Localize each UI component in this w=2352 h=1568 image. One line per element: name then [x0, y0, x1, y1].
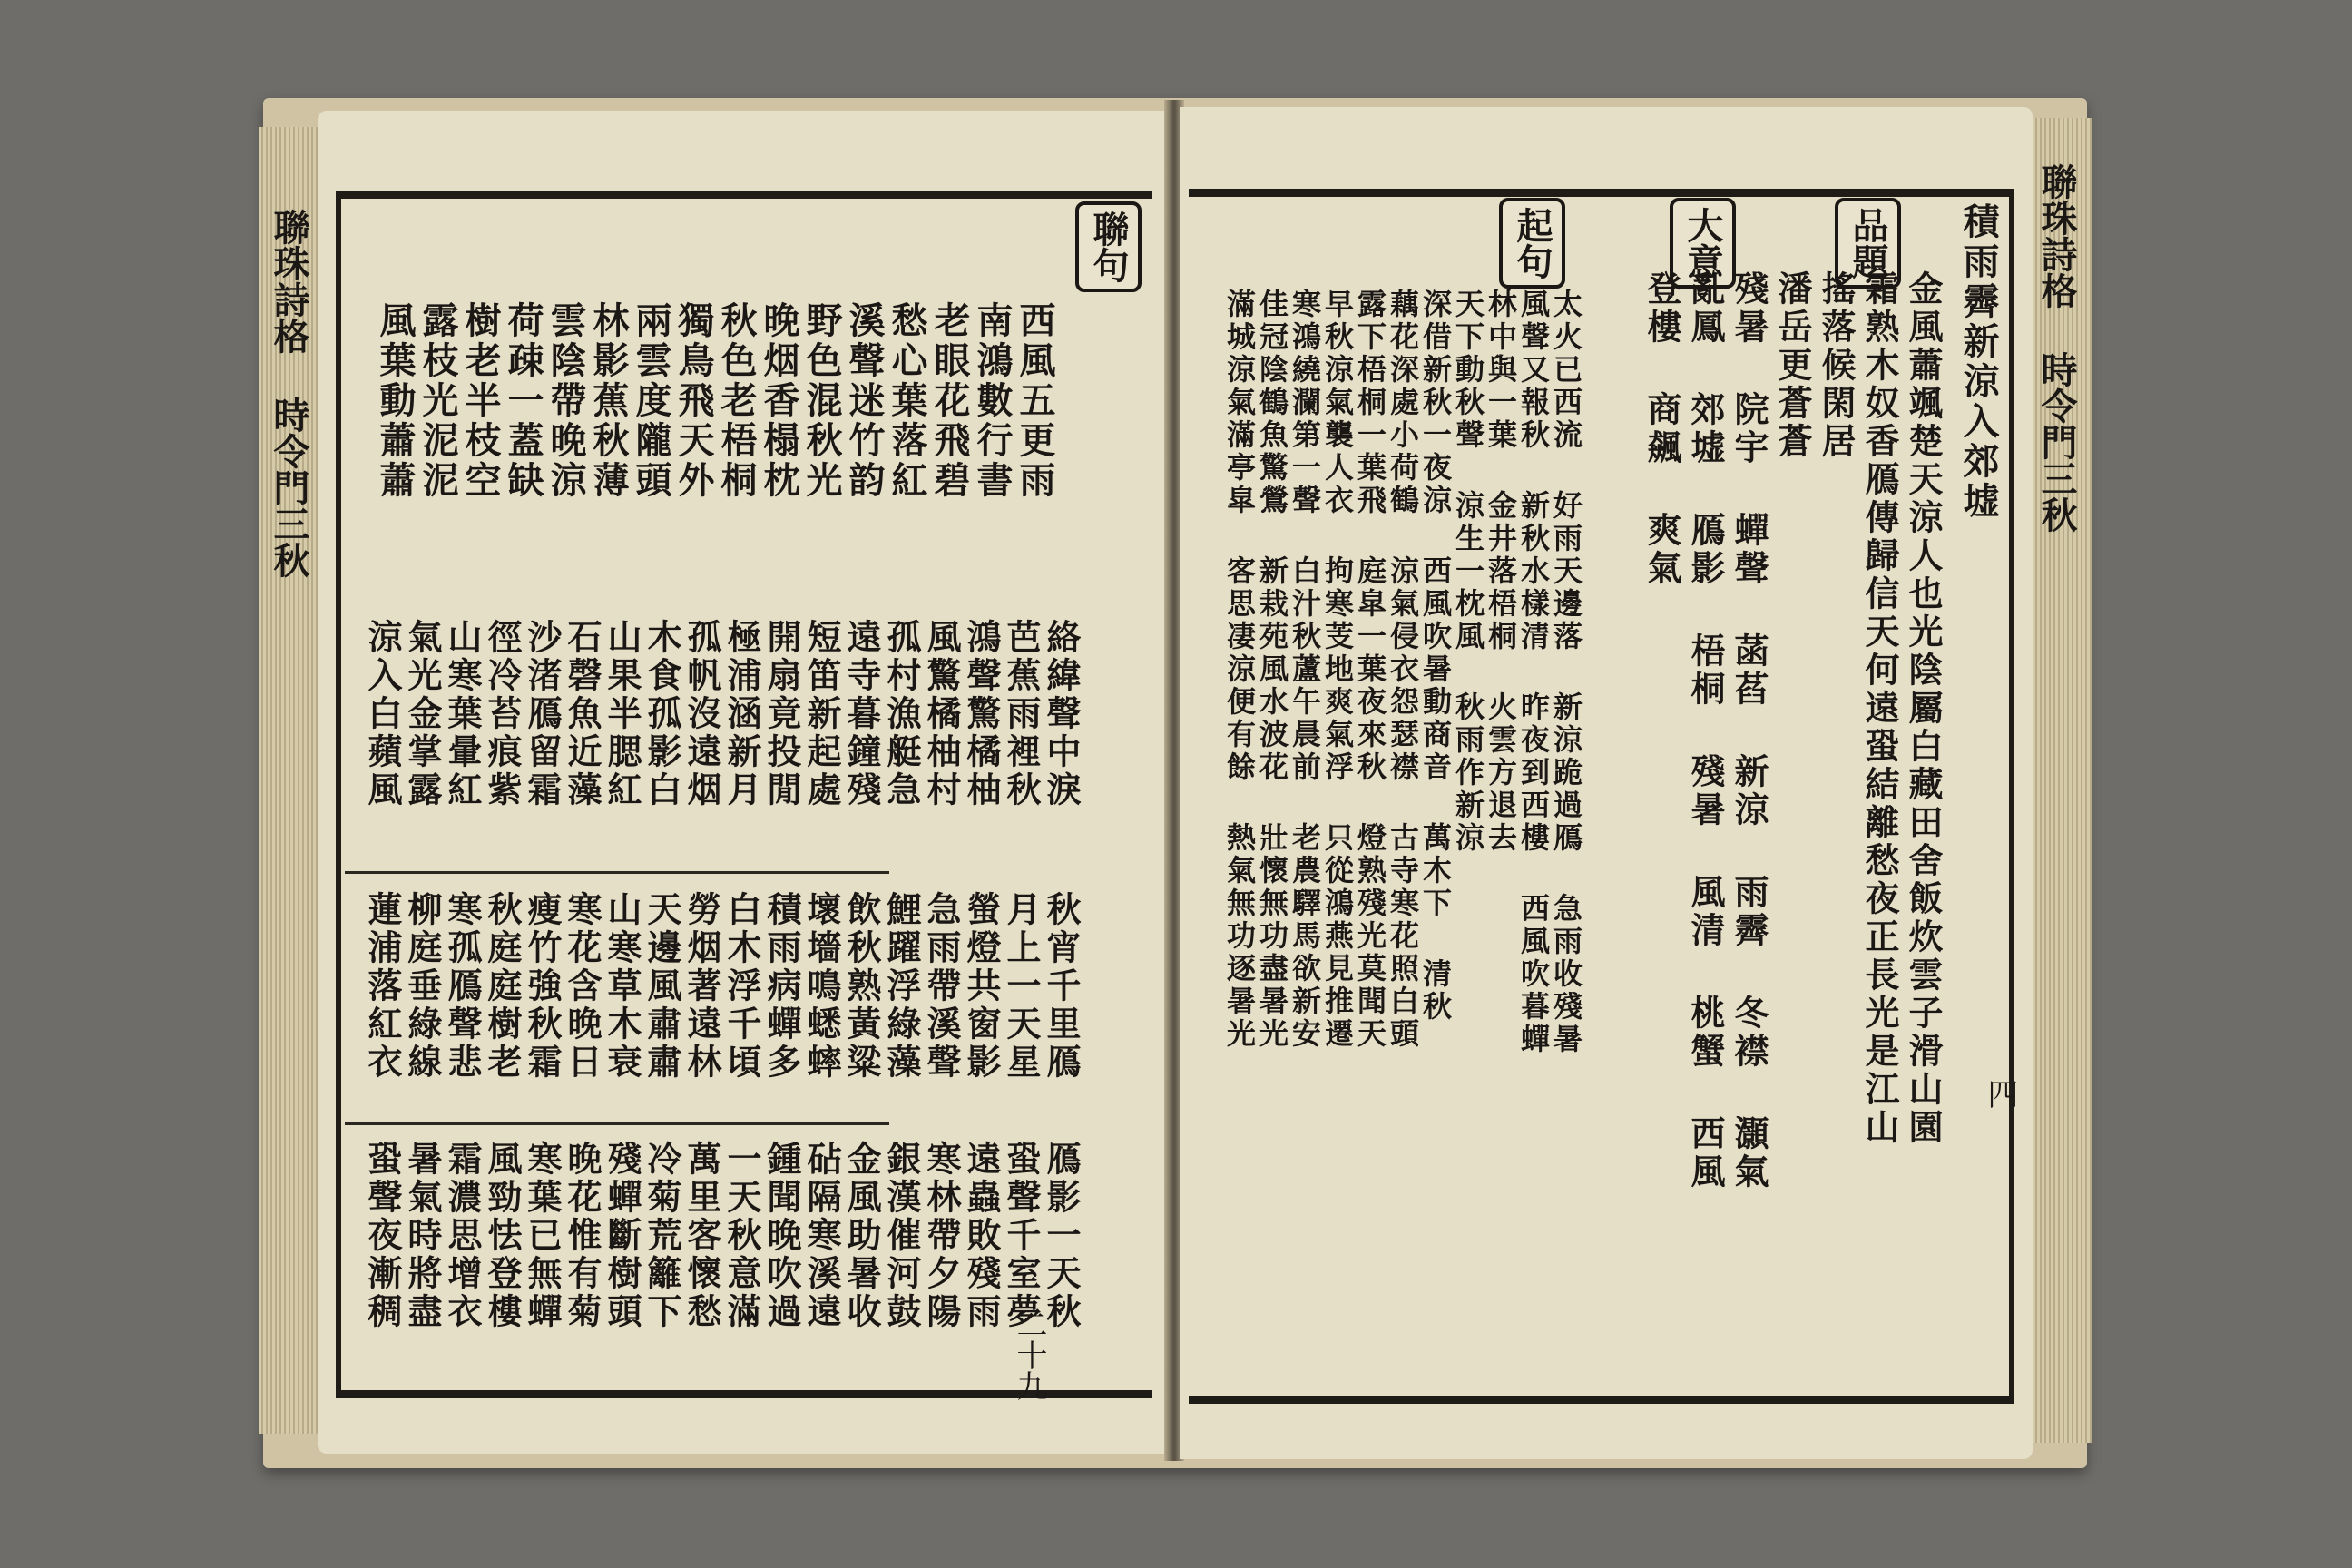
text-column: 金風助暑收 [841, 1141, 882, 1331]
text-column: 秋色老梧桐 [715, 301, 758, 501]
text-column: 氣光金掌露 [402, 619, 443, 809]
text-column: 一天秋意滿 [721, 1141, 762, 1331]
section-label-lianju: 聯句 [1075, 201, 1142, 292]
text-column: 深借新秋一夜涼 西風吹暑動商音 萬木下 清秋 [1418, 289, 1453, 1024]
text-column: 登樓 商飆 爽氣 [1642, 270, 1682, 588]
text-column: 山果半腮紅 [602, 619, 642, 809]
text-column: 極浦涵新月 [721, 619, 762, 809]
text-column: 寒花含晚日 [562, 891, 603, 1082]
text-column: 鍾聞晚吹過 [761, 1141, 802, 1331]
text-column: 白木浮千頃 [721, 891, 762, 1082]
text-column: 蛩聲千室夢 [1001, 1141, 1042, 1331]
text-column: 冷菊荒籬下 [642, 1141, 682, 1331]
text-column: 涼入白蘋風 [362, 619, 403, 809]
text-column: 木食孤影白 [642, 619, 682, 809]
text-column: 鴻聲驚橘柚 [961, 619, 1002, 809]
text-column: 蓮浦落紅衣 [362, 891, 403, 1082]
text-column: 太火已西流 好雨天邊落 新涼跪過鴈 急雨收殘暑 [1549, 289, 1583, 1056]
text-column: 金風蕭颯楚天涼人也光陰屬白藏田舍飯炊雲子滑山園 [1903, 270, 1944, 1147]
text-column: 開扇竟投閒 [761, 619, 802, 809]
text-column: 秋庭庭樹老 [482, 891, 523, 1082]
text-column: 短笛新起處 [801, 619, 842, 809]
text-column: 月上一天星 [1001, 891, 1042, 1082]
text-column: 霜濃思增衣 [442, 1141, 483, 1331]
text-column: 芭蕉雨裡秋 [1001, 619, 1042, 809]
text-column: 西風五更雨 [1014, 301, 1056, 501]
text-column: 天下動秋聲 涼生一枕風 秋雨作新涼 [1451, 289, 1485, 855]
text-column: 積雨病蟬多 [761, 891, 802, 1082]
text-column: 老眼花飛碧 [928, 301, 971, 501]
text-column: 亂鳳 郊墟 鴈影 梧桐 殘暑 風清 桃蟹 西風 [1685, 270, 1726, 1191]
text-column: 晚花惟有菊 [562, 1141, 603, 1331]
text-column: 螢燈共窗影 [961, 891, 1002, 1082]
text-column: 風聲又報秋 新秋水樣清 昨夜到西樓 西風吹暮蟬 [1516, 289, 1551, 1056]
left-frame-top [336, 191, 1152, 199]
text-column: 寒孤鴈聲悲 [442, 891, 483, 1082]
text-column: 萬里客懷愁 [681, 1141, 722, 1331]
text-column: 愁心葉落紅 [886, 301, 928, 501]
left-folio: 二十九 [1011, 1308, 1047, 1401]
text-column: 砧隔寒溪遠 [801, 1141, 842, 1331]
text-column: 露枝光泥泥 [416, 301, 459, 501]
text-column: 壞墻鳴蟋蟀 [801, 891, 842, 1082]
text-column: 佳冠陰鶴魚驚鶯 新栽苑風水波花 壯懷無功盡暑光 [1255, 289, 1289, 1051]
text-column: 沙渚鴈留霜 [522, 619, 563, 809]
text-column: 遠蟲敗殘雨 [961, 1141, 1002, 1331]
text-column: 溪聲迷竹韵 [843, 301, 886, 501]
text-column: 寒鴻繞瀾第一聲 白汁秋蘆午晨前 老農驛馬欲新安 [1288, 289, 1322, 1051]
label-pinti: 品題 [1835, 198, 1901, 289]
label-dayi: 大意 [1670, 198, 1736, 289]
text-column: 瘦竹強秋霜 [522, 891, 563, 1082]
right-frame-top [1189, 189, 2014, 197]
text-column: 晚烟香榻枕 [758, 301, 800, 501]
text-column: 勞烟著遠林 [681, 891, 722, 1082]
text-column: 銀漢催河鼓 [881, 1141, 922, 1331]
text-column: 野色混秋光 [800, 301, 843, 501]
text-column: 獨鳥飛天外 [672, 301, 715, 501]
text-column: 樹老半枝空 [459, 301, 502, 501]
right-spine-title: 聯珠詩格 時令門三秋 [2035, 163, 2078, 533]
text-column: 兩雲度隴頭 [630, 301, 672, 501]
left-spine-title: 聯珠詩格 時令門三秋 [268, 209, 310, 578]
text-column: 風驚橘柚村 [921, 619, 962, 809]
text-column: 風勁怯登樓 [482, 1141, 523, 1331]
text-column: 霜熟木奴香鴈傳歸信天何遠蛩結離愁夜正長光是江山 [1859, 270, 1900, 1147]
left-page [318, 111, 1166, 1454]
text-column: 露下梧桐一葉飛 庭皐一葉夜來秋 燈熟殘光莫聞天 [1353, 289, 1387, 1051]
text-column: 蛩聲夜漸稠 [362, 1141, 403, 1331]
text-column: 殘蟬斷樹頭 [602, 1141, 642, 1331]
text-column: 寒林帶夕陽 [921, 1141, 962, 1331]
text-column: 風葉動蕭蕭 [374, 301, 416, 501]
text-column: 飲秋熟黃粱 [841, 891, 882, 1082]
right-frame-side [2009, 189, 2014, 1404]
text-column: 滿城涼氣滿亭皐 客思凄涼便有餘 熱氣無功逐暑光 [1222, 289, 1257, 1051]
text-column: 鴈影一天秋 [1041, 1141, 1082, 1331]
text-column: 殘暑 院宇 蟬聲 菡萏 新涼 雨霽 冬襟 灝氣 [1729, 270, 1769, 1191]
text-column: 天邊風肅肅 [642, 891, 682, 1082]
text-column: 寒葉已無蟬 [522, 1141, 563, 1331]
text-column: 潘岳更蒼蒼 [1772, 270, 1813, 461]
text-column: 雲陰帶晚涼 [544, 301, 587, 501]
text-column: 鯉躍浮綠藻 [881, 891, 922, 1082]
right-folio: 四 [1982, 1078, 2018, 1109]
text-column: 徑冷苔痕紫 [482, 619, 523, 809]
text-column: 石磬魚近藻 [562, 619, 603, 809]
text-column: 早秋涼氣襲人衣 拘寒芰地爽氣浮 只從鴻燕見推遷 [1320, 289, 1355, 1051]
text-column: 山寒葉暈紅 [442, 619, 483, 809]
left-frame-side [336, 191, 341, 1398]
left-frame-divider-1 [345, 871, 889, 874]
text-column: 絡緯聲中淚 [1041, 619, 1082, 809]
text-column: 孤帆沒遠烟 [681, 619, 722, 809]
text-column: 荷疎一蓋缺 [502, 301, 544, 501]
text-column: 搖落候閑居 [1816, 270, 1857, 461]
text-column: 急雨帶溪聲 [921, 891, 962, 1082]
text-column: 孤村漁艇急 [881, 619, 922, 809]
text-column: 林影蕉秋薄 [587, 301, 630, 501]
right-page [1180, 107, 2033, 1459]
text-column: 山寒草木衰 [602, 891, 642, 1082]
right-frame-bottom [1189, 1396, 2014, 1404]
text-column: 柳庭垂綠線 [402, 891, 443, 1082]
left-frame-divider-2 [345, 1122, 889, 1125]
text-column: 暑氣時將盡 [402, 1141, 443, 1331]
text-column: 秋宵千里鴈 [1041, 891, 1082, 1082]
label-qiju: 起句 [1499, 198, 1565, 289]
text-column: 南鴻數行書 [971, 301, 1014, 501]
text-column: 遠寺暮鐘殘 [841, 619, 882, 809]
right-title-column: 積雨霽新涼入郊墟 [1957, 202, 2000, 522]
text-column: 藕花深處小荷鶴 涼氣侵衣怨瑟襟 古寺寒花照白頭 [1386, 289, 1420, 1051]
text-column: 林中與一葉 金井落梧桐 火雲方退去 [1484, 289, 1518, 855]
